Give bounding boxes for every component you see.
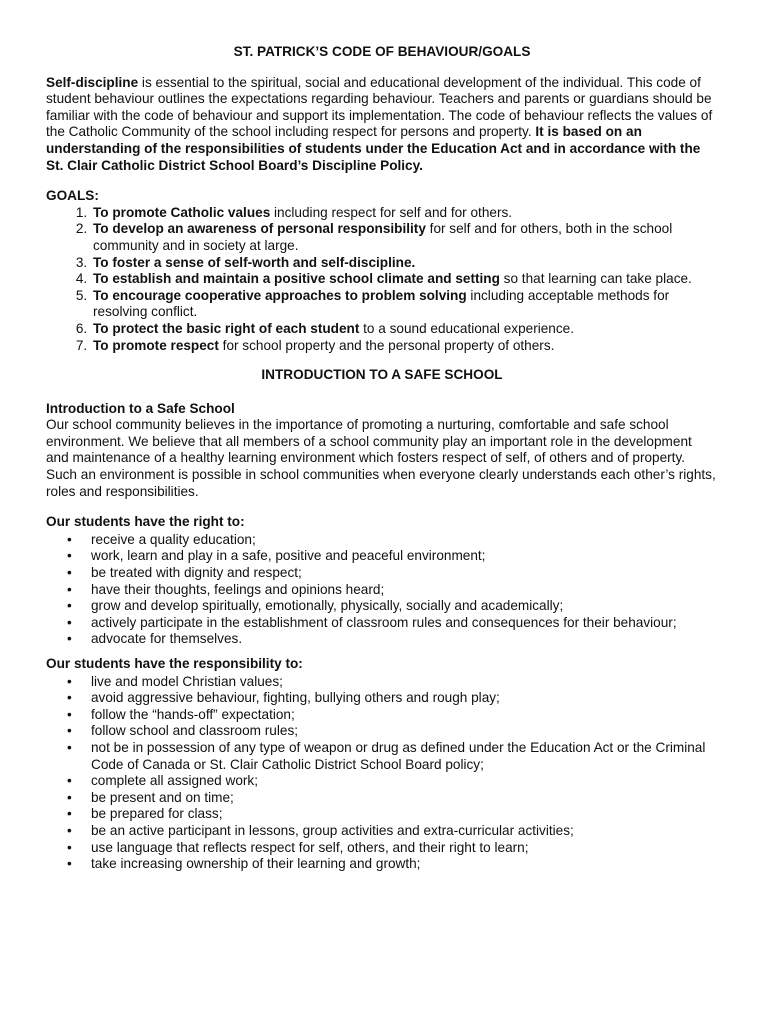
bullet-icon: • [67,856,72,872]
goal-bold: To encourage cooperative approaches to problem solving [93,287,467,303]
bullet-icon: • [67,723,72,739]
responsibility-item-text: live and model Christian values; [91,673,283,689]
responsibility-item [67,706,718,724]
goal-item [91,221,718,254]
rights-item-text: have their thoughts, feelings and opinions heard; [91,581,385,597]
goal-item [91,288,718,321]
responsibility-item [67,739,718,773]
responsibility-item-text: be prepared for class; [91,806,223,822]
responsibility-item-text: follow school and classroom rules; [91,723,299,739]
responsibilities-list [46,674,718,873]
bullet-icon: • [67,690,72,706]
bullet-icon: • [67,739,72,755]
document-title: ST. PATRICK’S CODE OF BEHAVIOUR/GOALS [233,44,531,59]
rights-item-text: grow and develop spiritually, emotionally, physically, socially and academically; [91,598,564,614]
bullet-icon: • [67,631,72,647]
rights-item-text: work, learn and play in a safe, positive and peaceful environment; [91,548,486,564]
goal-item [91,271,718,288]
responsibility-item-text: use language that reflects respect for self, others, and their right to learn; [91,839,529,855]
bullet-icon: • [67,565,72,581]
goal-text: including respect for self and for others. [270,204,513,220]
rights-item [67,548,718,565]
bullet-icon: • [67,806,72,822]
intro-lead-bold: Self-discipline [46,74,139,90]
goal-text: to a sound educational experience. [359,320,574,336]
responsibility-item-text: not be in possession of any type of weapon or drug as defined under the Education Act or the Criminal Code of Canada or St. Clair Catholic District School Board policy; [91,739,706,772]
goal-text: so that learning can take place. [499,271,692,287]
bullet-icon: • [67,614,72,630]
bullet-icon: • [67,822,72,838]
goal-bold: To foster a sense of self-worth and self-discipline. [93,254,416,270]
rights-item-text: advocate for themselves. [91,631,243,647]
rights-item [67,581,718,599]
goal-bold: To promote respect [93,337,219,353]
rights-heading: Our students have the right to: [46,514,245,530]
responsibility-item [67,856,718,873]
responsibility-item [67,773,718,790]
goal-text: including acceptable methods for resolving conflict. [93,287,670,320]
rights-item-text: actively participate in the establishment of classroom rules and consequences for their behaviour; [91,614,677,630]
responsibility-item-text: take increasing ownership of their learning and growth; [91,856,421,872]
bullet-icon: • [67,673,72,689]
responsibility-item-text: follow the “hands-off” expectation; [91,706,295,722]
goals-heading: GOALS: [46,188,99,204]
responsibility-item-text: be an active participant in lessons, group activities and extra-curricular activities; [91,822,574,838]
rights-item [67,565,718,582]
goal-bold: To protect the basic right of each student [93,320,360,336]
goal-item [91,255,718,272]
goals-list [46,205,718,354]
responsibility-item [67,723,718,740]
rights-item [67,631,718,648]
bullet-icon: • [67,773,72,789]
safe-school-section-title: INTRODUCTION TO A SAFE SCHOOL [261,367,503,383]
goal-bold: To develop an awareness of personal responsibility [93,221,426,237]
goal-item [91,338,718,355]
goal-item [91,205,718,222]
responsibility-item [67,673,718,691]
bullet-icon: • [67,548,72,564]
bullet-icon: • [67,598,72,614]
responsibility-item-text: be present and on time; [91,789,234,805]
safe-school-paragraph: Our school community believes in the importance of promoting a nurturing, comfortable and safe school environment. We believe that all members of a school community play an important role in the development and maintenance of a healthy learning environment which fosters respect of self, of others and of property. Such an environment is possible in school communities when everyone clearly understands each other’s rights, roles and responsibilities. [46,417,716,499]
goal-bold: To promote Catholic values [93,204,271,220]
responsibility-item [67,806,718,823]
safe-school-subheading: Introduction to a Safe School [46,400,235,416]
bullet-icon: • [67,581,72,597]
goal-bold: To establish and maintain a positive school climate and setting [93,271,500,287]
responsibility-item [67,839,718,857]
goal-text: for school property and the personal property of others. [218,337,555,353]
rights-item-text: receive a quality education; [91,531,256,547]
responsibilities-heading: Our students have the responsibility to: [46,656,303,671]
bullet-icon: • [67,839,72,855]
responsibility-item [67,690,718,707]
rights-list [46,532,718,648]
responsibility-item [67,789,718,807]
bullet-icon: • [67,531,72,547]
rights-item [67,531,718,549]
bullet-icon: • [67,789,72,805]
intro-paragraph [46,75,718,175]
responsibility-item-text: complete all assigned work; [91,773,258,789]
responsibility-item [67,822,718,840]
rights-item-text: be treated with dignity and respect; [91,565,302,581]
responsibility-item-text: avoid aggressive behaviour, fighting, bullying others and rough play; [91,690,500,706]
rights-item [67,614,718,632]
rights-item [67,598,718,615]
goal-text: for self and for others, both in the school community and in society at large. [93,221,673,253]
bullet-icon: • [67,706,72,722]
intro-body: is essential to the spiritual, social and educational development of the individual. This code of student behaviour outlines the expectations regarding behaviour. Teachers and parents or guardians should be familiar with the code of behaviour and support its implementation. The code of behaviour reflects the values of the Catholic Community of the school including respect for persons and property. [46,74,713,140]
goal-item [91,321,718,338]
intro-tail-bold: It is based on an understanding of the responsibilities of students under the Education Act and in accordance with the St. Clair Catholic District School Board’s Discipline Policy. [46,124,701,173]
